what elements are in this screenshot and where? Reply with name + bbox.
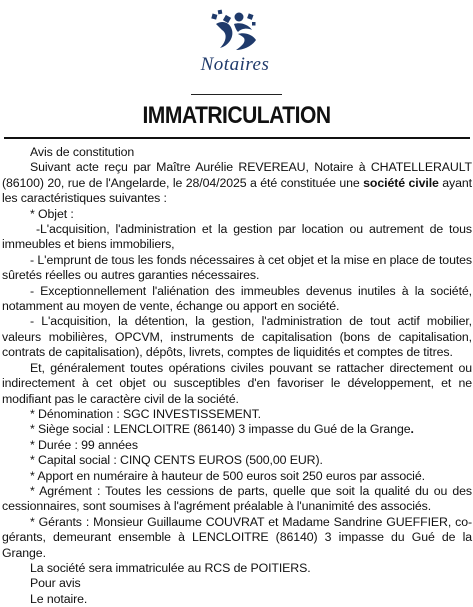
capital-social: * Capital social : CINQ CENTS EUROS (500,00 EUR). xyxy=(30,453,323,468)
notice-body xyxy=(2,145,472,607)
company-form: société civile xyxy=(363,175,439,190)
denomination: * Dénomination : SGC INVESTISSEMENT. xyxy=(30,406,262,421)
notice-type: Avis de constitution xyxy=(30,145,135,159)
objet-item: - Exceptionnellement l'aliénation des immeubles devenus inutiles à la société, notamment au moyen de vente, échange ou apport en société. xyxy=(2,283,472,314)
gerants: * Gérants : Monsieur Guillaume COUVRAT et Madame Sandrine GUEFFIER, co-gérants, demeurant ensemble à LENCLOITRE (86140) 3 impasse du Gué de la Grange. xyxy=(2,514,472,560)
heading-top-rule xyxy=(191,94,282,95)
logo-wordmark: Notaires xyxy=(200,54,270,75)
pour-avis: Pour avis xyxy=(30,576,81,591)
siege-social: * Siège social : LENCLOITRE (86140) 3 impasse du Gué de la Grange. xyxy=(30,422,414,437)
notaires-emblem-icon xyxy=(208,8,260,54)
objet-item: - L'emprunt de tous les fonds nécessaires à cet objet et la mise en place de toutes sûretés réelles ou autres garanties nécessaires. xyxy=(2,252,472,283)
signature: Le notaire. xyxy=(30,591,88,606)
objet-label: * Objet : xyxy=(30,206,74,221)
heading-bottom-rule xyxy=(4,137,470,139)
apport: * Apport en numéraire à hauteur de 500 euros soit 250 euros par associé. xyxy=(30,468,425,483)
objet-item: -L'acquisition, l'administration et la gestion par location ou autrement de tous immeubles et biens immobiliers, xyxy=(2,222,472,252)
duree: * Durée : 99 années xyxy=(30,437,138,452)
notaires-logo xyxy=(190,8,280,75)
agrement: * Agrément : Toutes les cessions de parts, quelle que soit la qualité du ou des cessionnaires, sont soumises à l'agrément préalable à l'unanimité des associés. xyxy=(2,483,472,514)
constitution-paragraph: Suivant acte reçu par Maître Aurélie REVEREAU, Notaire à CHATELLERAULT (86100) 20, rue de l'Angelarde, le 28/04/2025 a été constituée une société civile ayant les caractéristiques suivantes : xyxy=(2,160,472,206)
notice-heading: IMMATRICULATION xyxy=(142,102,331,129)
objet-item: - L'acquisition, la détention, la gestion, l'administration de tout actif mobilier, valeurs mobilières, OPCVM, instruments de capitalisation (bons de capitalisation, contrats de capitalisation), dépôts, livrets, comptes de liquidités et comptes de titres. xyxy=(2,314,472,360)
objet-general: Et, généralement toutes opérations civiles pouvant se rattacher directement ou indirectement à cet objet ou susceptibles d'en favoriser le développement, et ne modifiant pas le caractère civil de la société. xyxy=(2,360,472,406)
rcs-statement: La société sera immatriculée au RCS de POITIERS. xyxy=(30,560,311,575)
